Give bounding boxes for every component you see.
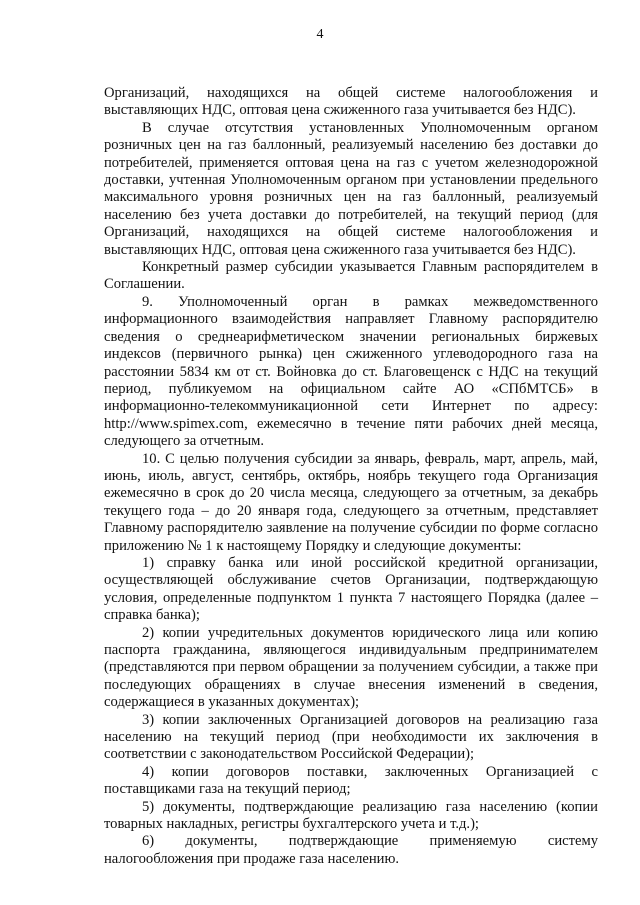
- paragraph-clause-10: 10. С целью получения субсидии за январь, февраль, март, апрель, май, июнь, июль, август, сентябрь, октябрь, ноябрь текущего года Организация ежемесячно в срок до 20 числа месяца, следующего за отчетным, за декабрь текущего года – до 20 января года, следующего за отчетным, представляет Главному распорядителю заявление на получение субсидии по форме согласно приложению № 1 к настоящему Порядку и следующие документы:: [104, 450, 598, 554]
- paragraph-continuation: Организаций, находящихся на общей системе налогообложения и выставляющих НДС, оптовая цена сжиженного газа учитывается без НДС).: [104, 85, 598, 119]
- paragraph-subsidy-amount: Конкретный размер субсидии указывается Главным распорядителем в Соглашении.: [104, 259, 598, 293]
- paragraph-clause-9: 9. Уполномоченный орган в рамках межведомственного информационного взаимодействия направляет Главному распорядителю сведения о среднеарифметическом значении региональных биржевых индексов (первичного рынка) цен сжиженного углеводородного газа на расстоянии 5834 км от ст. Войновка до ст. Благовещенск с НДС на текущий период, публикуемом на официальном сайте АО «СПбМТСБ» в информационно-телекоммуникационной сети Интернет по адресу: http://www.spimex.com, ежемесячно в течение пяти рабочих дней месяца, следующего за отчетным.: [104, 293, 598, 450]
- list-item-founding-documents: 2) копии учредительных документов юридического лица или копию паспорта гражданина, являющегося индивидуальным предпринимателем (представляются при первом обращении за получением субсидии, а также при последующих обращениях в случае внесения изменений в сведения, содержащиеся в указанных документах);: [104, 624, 598, 711]
- list-item-supply-contracts: 4) копии договоров поставки, заключенных Организацией с поставщиками газа на текущий период;: [104, 763, 598, 798]
- list-item-bank-certificate: 1) справку банка или иной российской кредитной организации, осуществляющей обслуживание счетов Организации, подтверждающую условия, определенные подпунктом 1 пункта 7 настоящего Порядка (далее – справка банка);: [104, 554, 598, 624]
- list-item-sales-documents: 5) документы, подтверждающие реализацию газа населению (копии товарных накладных, регистры бухгалтерского учета и т.д.);: [104, 798, 598, 833]
- page-number: 4: [316, 27, 324, 42]
- list-item-tax-system-documents: 6) документы, подтверждающие применяемую систему налогообложения при продаже газа населению.: [104, 833, 598, 867]
- paragraph-no-retail-prices: В случае отсутствия установленных Уполномоченным органом розничных цен на газ баллонный, реализуемый населению без доставки до потребителей, применяется оптовая цена на газ с учетом железнодорожной доставки, учтенная Уполномоченным органом при установлении предельного максимального уровня розничных цен на газ баллонный, реализуемый населению без учета доставки до потребителей, на текущий период (для Организаций, находящихся на общей системе налогообложения и выставляющих НДС, оптовая цена сжиженного газа учитывается без НДС).: [104, 119, 598, 258]
- document-body: [104, 85, 598, 868]
- list-item-gas-sale-contracts: 3) копии заключенных Организацией договоров на реализацию газа населению на текущий период (при необходимости их заключения в соответствии с законодательством Российской Федерации);: [104, 711, 598, 763]
